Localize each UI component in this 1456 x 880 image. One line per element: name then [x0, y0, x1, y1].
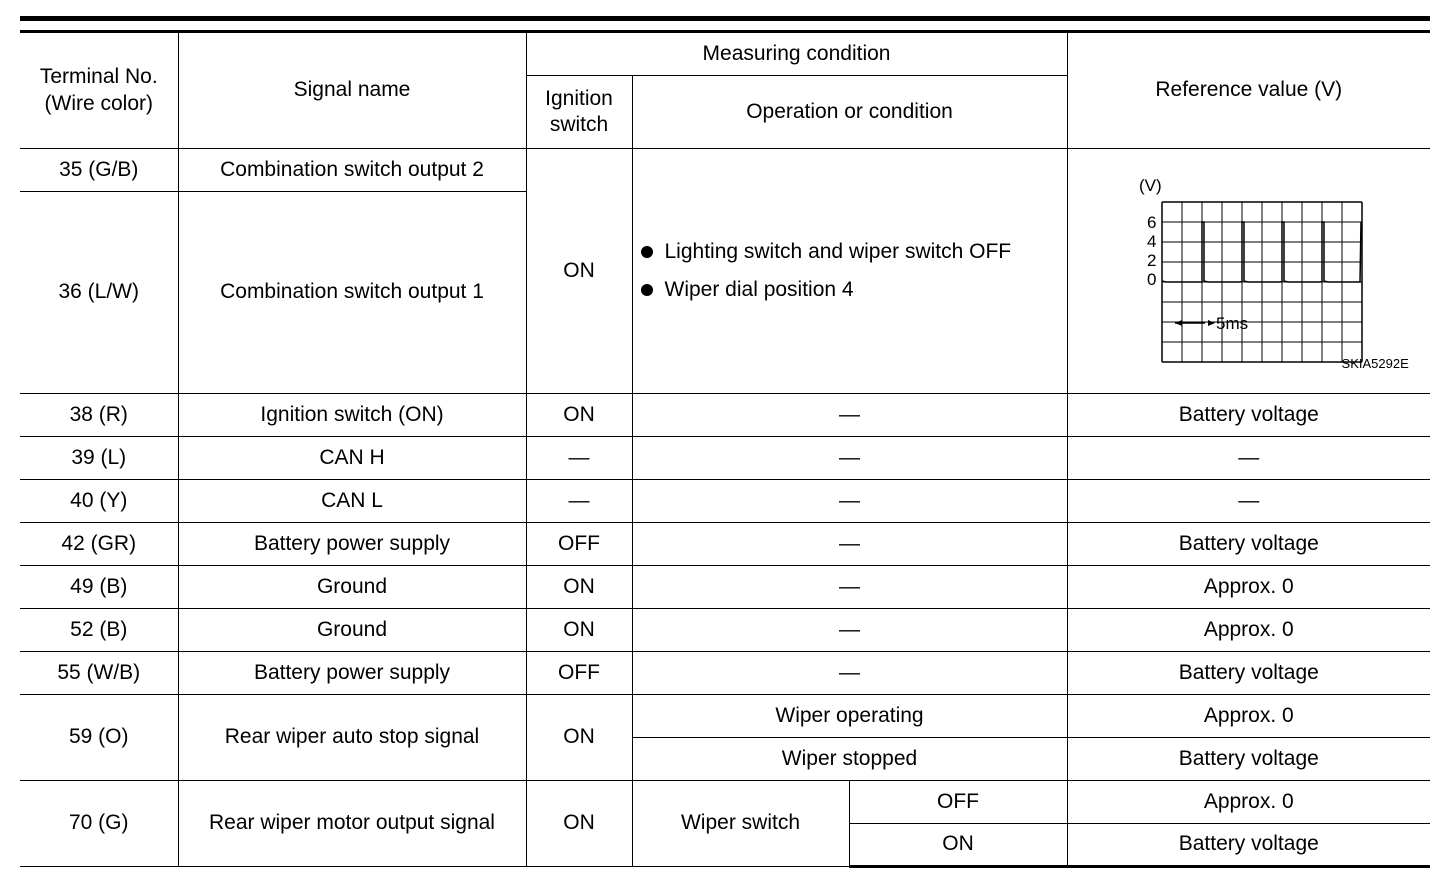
condition-cell: —	[632, 437, 1067, 480]
switch-state-cell: OFF	[849, 781, 1067, 824]
signal-cell: Rear wiper auto stop signal	[178, 695, 526, 781]
y-unit-label: (V)	[1138, 176, 1162, 195]
ignition-cell: ON	[526, 609, 632, 652]
signal-cell: Ignition switch (ON)	[178, 394, 526, 437]
reference-cell: Approx. 0	[1067, 609, 1430, 652]
header-terminal	[20, 32, 178, 149]
wiper-switch-cell: Wiper switch	[632, 781, 849, 867]
table-row	[20, 523, 1430, 566]
ignition-cell: —	[526, 437, 632, 480]
table-row	[20, 480, 1430, 523]
terminal-cell: 70 (G)	[20, 781, 178, 867]
terminal-cell: 35 (G/B)	[20, 149, 178, 192]
signal-cell: Ground	[178, 566, 526, 609]
terminal-spec-table	[20, 30, 1430, 868]
condition-cell: Wiper stopped	[632, 738, 1067, 781]
header-operation: Operation or condition	[632, 76, 1067, 149]
terminal-cell: 59 (O)	[20, 695, 178, 781]
table-row	[20, 609, 1430, 652]
condition-cell: —	[632, 480, 1067, 523]
signal-cell: Battery power supply	[178, 652, 526, 695]
y-tick-label: 0	[1146, 270, 1157, 289]
waveform-cell	[1067, 149, 1430, 394]
waveform-plot	[1089, 160, 1409, 382]
header-signal-name: Signal name	[178, 32, 526, 149]
y-tick-labels	[1147, 213, 1156, 289]
ignition-cell: ON	[526, 695, 632, 781]
terminal-cell: 52 (B)	[20, 609, 178, 652]
table-row	[20, 652, 1430, 695]
time-scale-arrow-right	[1208, 320, 1215, 326]
condition-cell: —	[632, 394, 1067, 437]
waveform-figure	[1089, 160, 1409, 382]
header-wire-color-label: (Wire color)	[44, 91, 153, 115]
figure-id: SKIA5292E	[1341, 355, 1409, 371]
y-tick-label: 6	[1146, 213, 1157, 232]
switch-state-cell: ON	[849, 824, 1067, 867]
y-tick-label: 4	[1146, 232, 1157, 251]
table-row	[20, 695, 1430, 738]
condition-cell: —	[632, 609, 1067, 652]
table-row	[20, 149, 1430, 192]
header-terminal-label: Terminal No.	[39, 65, 158, 89]
terminal-cell: 55 (W/B)	[20, 652, 178, 695]
ignition-cell: —	[526, 480, 632, 523]
ignition-cell: OFF	[526, 523, 632, 566]
terminal-cell: 36 (L/W)	[20, 192, 178, 394]
signal-cell: Combination switch output 1	[178, 192, 526, 394]
signal-cell: CAN H	[178, 437, 526, 480]
time-scale-label: 5ms	[1215, 314, 1248, 333]
reference-cell: Approx. 0	[1067, 781, 1430, 824]
signal-cell: Ground	[178, 609, 526, 652]
condition-cell: Wiper operating	[632, 695, 1067, 738]
header-reference-value: Reference value (V)	[1067, 32, 1430, 149]
condition-cell	[632, 149, 1067, 394]
terminal-cell: 49 (B)	[20, 566, 178, 609]
condition-text: Lighting switch and wiper switch OFF	[664, 239, 1012, 263]
condition-bullet	[641, 233, 1059, 271]
reference-cell: —	[1067, 437, 1430, 480]
header-measuring-condition: Measuring condition	[526, 32, 1067, 76]
table-row	[20, 394, 1430, 437]
ignition-cell: ON	[526, 566, 632, 609]
reference-cell: Battery voltage	[1067, 738, 1430, 781]
ignition-cell: ON	[526, 394, 632, 437]
top-rule	[20, 16, 1430, 21]
y-tick-label: 2	[1146, 251, 1157, 270]
bullet-icon	[641, 284, 653, 296]
reference-cell: Battery voltage	[1067, 652, 1430, 695]
terminal-cell: 39 (L)	[20, 437, 178, 480]
condition-cell: —	[632, 652, 1067, 695]
reference-cell: Approx. 0	[1067, 695, 1430, 738]
reference-cell: Battery voltage	[1067, 523, 1430, 566]
time-scale-marker	[1175, 314, 1248, 333]
terminal-cell: 42 (GR)	[20, 523, 178, 566]
time-scale-arrow-left	[1175, 320, 1182, 326]
ignition-cell: ON	[526, 149, 632, 394]
condition-cell: —	[632, 566, 1067, 609]
ignition-cell: OFF	[526, 652, 632, 695]
signal-cell: CAN L	[178, 480, 526, 523]
condition-text: Wiper dial position 4	[664, 277, 854, 301]
header-ignition-switch	[526, 76, 632, 149]
condition-bullet	[641, 271, 1059, 309]
bullet-icon	[641, 246, 653, 258]
signal-cell: Rear wiper motor output signal	[178, 781, 526, 867]
condition-cell: —	[632, 523, 1067, 566]
reference-cell: —	[1067, 480, 1430, 523]
header-ignition-line1: Ignition	[545, 86, 613, 110]
reference-cell: Battery voltage	[1067, 824, 1430, 867]
table-row	[20, 437, 1430, 480]
signal-cell: Battery power supply	[178, 523, 526, 566]
terminal-cell: 40 (Y)	[20, 480, 178, 523]
header-ignition-line2: switch	[549, 113, 609, 136]
signal-cell: Combination switch output 2	[178, 149, 526, 192]
table-row	[20, 566, 1430, 609]
reference-cell: Battery voltage	[1067, 394, 1430, 437]
terminal-cell: 38 (R)	[20, 394, 178, 437]
reference-cell: Approx. 0	[1067, 566, 1430, 609]
ignition-cell: ON	[526, 781, 632, 867]
table-row	[20, 781, 1430, 824]
